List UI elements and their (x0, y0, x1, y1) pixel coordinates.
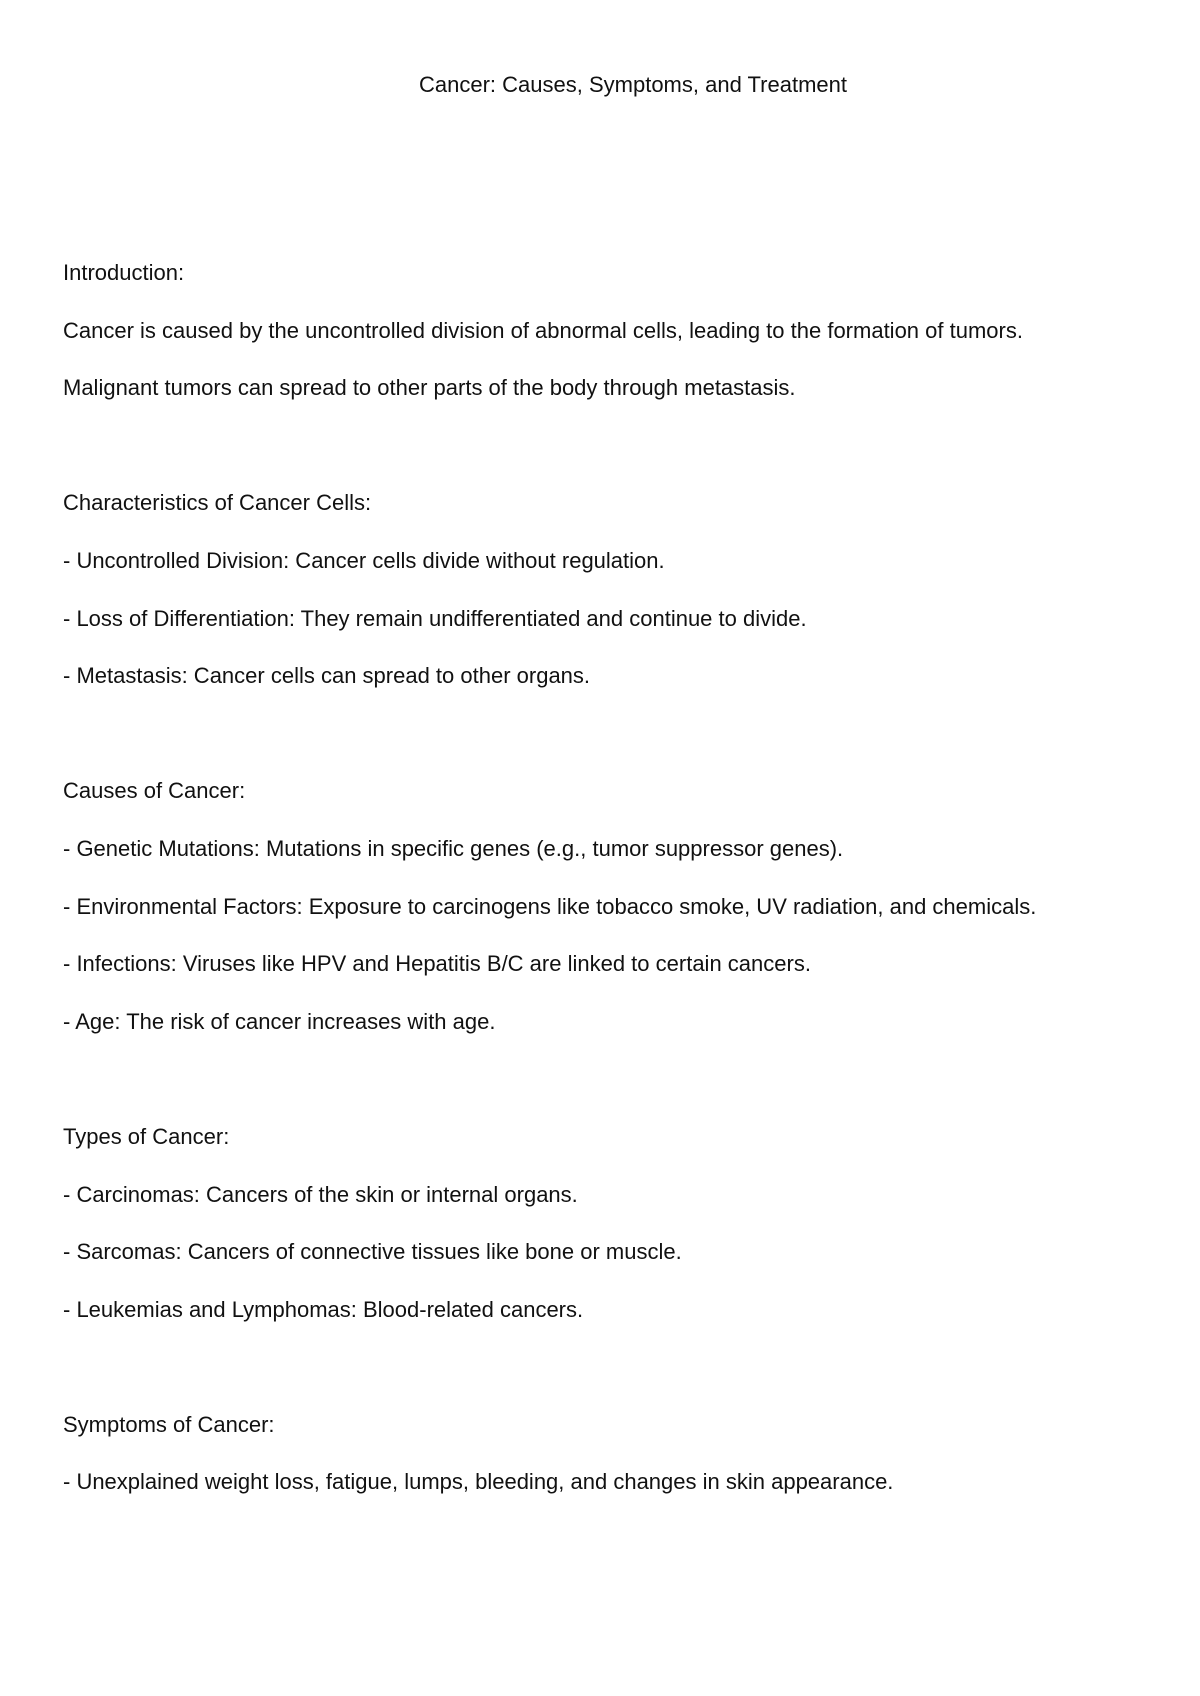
section-symptoms (63, 1396, 1036, 1511)
list-item: - Environmental Factors: Exposure to carcinogens like tobacco smoke, UV radiation, and chemicals. (63, 893, 1037, 919)
section-types (63, 1108, 1036, 1338)
document-body (63, 244, 1036, 1511)
section-heading: Causes of Cancer: (63, 778, 246, 804)
list-item: - Unexplained weight loss, fatigue, lumps, bleeding, and changes in skin appearance. (63, 1469, 894, 1495)
list-item: - Loss of Differentiation: They remain undifferentiated and continue to divide. (63, 605, 807, 631)
section-introduction (63, 244, 1036, 417)
section-heading: Characteristics of Cancer Cells: (63, 490, 372, 516)
list-item: - Age: The risk of cancer increases with age. (63, 1008, 496, 1034)
list-item: - Carcinomas: Cancers of the skin or internal organs. (63, 1181, 578, 1207)
paragraph-line: Malignant tumors can spread to other parts of the body through metastasis. (63, 375, 796, 401)
section-spacer (63, 1338, 1036, 1396)
section-spacer (63, 1050, 1036, 1108)
list-item: - Sarcomas: Cancers of connective tissues like bone or muscle. (63, 1239, 682, 1265)
section-heading: Introduction: (63, 260, 185, 285)
paragraph-line: Cancer is caused by the uncontrolled division of abnormal cells, leading to the formation of tumors. (63, 317, 1023, 343)
list-item: - Uncontrolled Division: Cancer cells divide without regulation. (63, 547, 665, 573)
section-heading: Symptoms of Cancer: (63, 1411, 275, 1437)
list-item: - Metastasis: Cancer cells can spread to other organs. (63, 663, 591, 689)
section-characteristics (63, 474, 1036, 704)
document-title: Cancer: Causes, Symptoms, and Treatment (419, 72, 847, 97)
section-spacer (63, 417, 1036, 475)
list-item: - Leukemias and Lymphomas: Blood-related cancers. (63, 1296, 584, 1322)
section-spacer (63, 705, 1036, 763)
section-heading: Types of Cancer: (63, 1123, 230, 1149)
section-causes (63, 762, 1036, 1050)
list-item: - Genetic Mutations: Mutations in specific genes (e.g., tumor suppressor genes). (63, 835, 844, 861)
list-item: - Infections: Viruses like HPV and Hepatitis B/C are linked to certain cancers. (63, 951, 811, 977)
